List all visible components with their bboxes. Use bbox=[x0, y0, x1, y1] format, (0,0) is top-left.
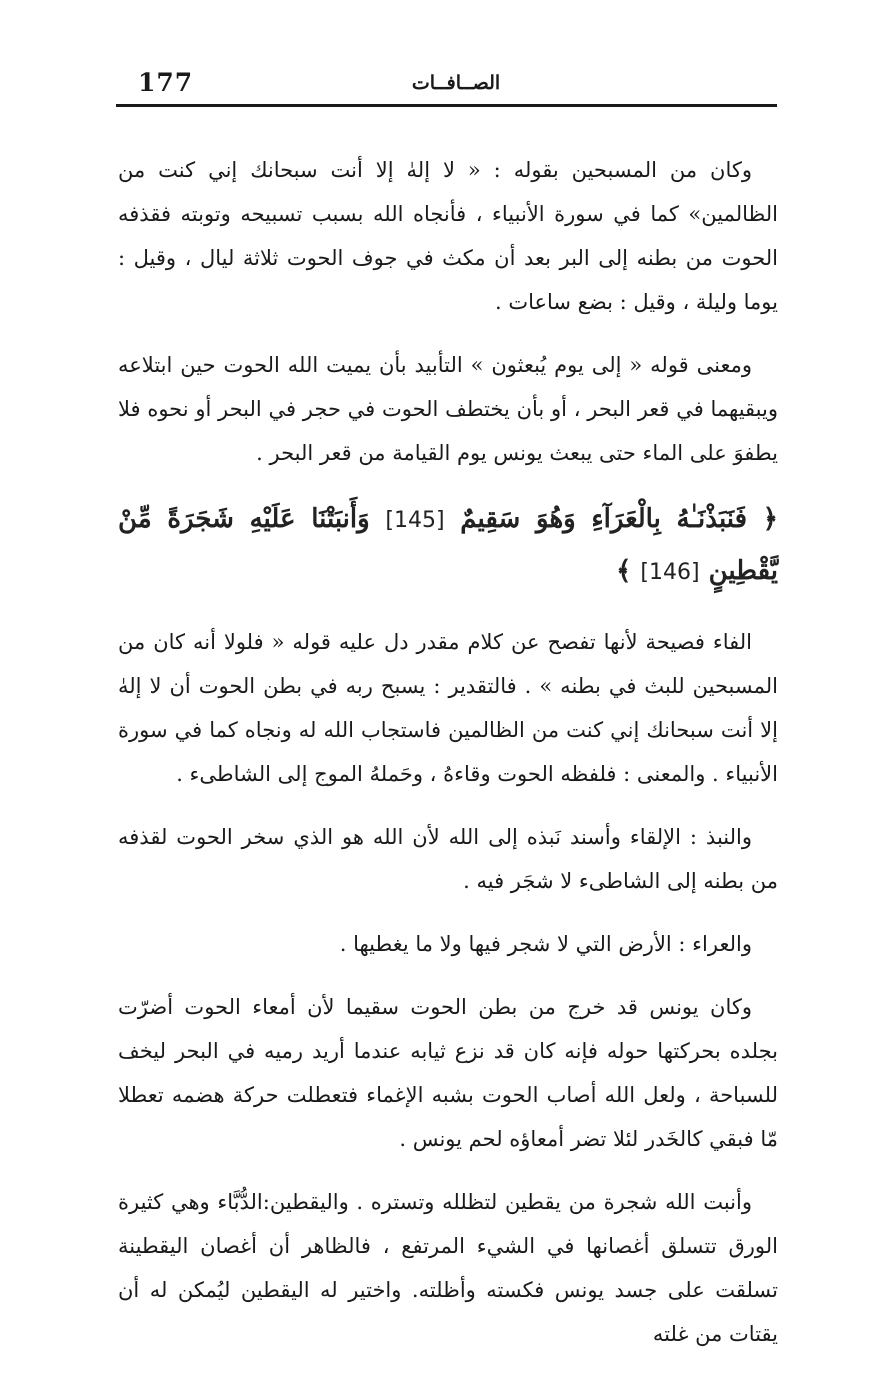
paragraph-4: والنبذ : الإلقاء وأسند نَبذه إلى الله لأن الله هو الذي سخر الحوت لقذفه من بطنه إلى الشاطىء لا شجَر فيه . bbox=[118, 825, 778, 893]
page-number: 177 bbox=[138, 68, 194, 97]
paragraph-7: وأنبت الله شجرة من يقطين لتظلله وتستره . واليقطين:الدُّبَّاء وهي كثيرة الورق تتسلق أغصانها في الشيء المرتفع ، فالظاهر أن أغصان اليقطينة تسلقت على جسد يونس فكسته وأظلته. واختير له اليقطين ليُمكن له أن يقتات من غلته bbox=[118, 1190, 778, 1346]
verse-number-145: [145] bbox=[385, 508, 445, 533]
running-head-title: الصــافــات bbox=[411, 72, 501, 94]
paragraph-2: ومعنى قوله « إلى يوم يُبعثون » التأبيد بأن يميت الله الحوت حين ابتلاعه ويبقيهما في قعر البحر ، أو بأن يختطف الحوت في حجر في البحر أو نحوه فلا يطفوَ على الماء حتى يبعث يونس يوم القيامة من قعر البحر . bbox=[118, 353, 778, 465]
verse-number-146: [146] bbox=[640, 560, 700, 585]
quran-verse bbox=[118, 494, 778, 598]
page-body bbox=[118, 148, 778, 1375]
paragraph-5: والعراء : الأرض التي لا شجر فيها ولا ما يغطيها . bbox=[339, 932, 752, 956]
paragraph-6: وكان يونس قد خرج من بطن الحوت سقيما لأن أمعاء الحوت أضرّت بجلده بحركتها حوله فإنه كان قد نزع ثيابه عندما أريد رميه في البحر ليخف للسباحة ، ولعل الله أصاب الحوت بشبه الإغماء فتعطلت حركة هضمه تعطلا مّا فبقي كالخَدر لئلا تضر أمعاؤه لحم يونس . bbox=[118, 995, 779, 1151]
page-header bbox=[116, 62, 776, 104]
verse-close-bracket: ﴾ bbox=[616, 556, 632, 586]
verse-text-146: وَأَنبَتْنَا عَلَيْهِ شَجَرَةً مِّنْ يَّقْطِينٍ bbox=[118, 504, 778, 586]
paragraph-3: الفاء فصيحة لأنها تفصح عن كلام مقدر دل عليه قوله « فلولا أنه كان من المسبحين للبث في بطنه » . فالتقدير : يسبح ربه في بطن الحوت أن لا إلهٰ إلا أنت سبحانك إني كنت من الظالمين فاستجاب الله له ونجاه كما في سورة الأنبياء . والمعنى : فلفظه الحوت وقاءهُ ، وحَملهُ الموج إلى الشاطىء . bbox=[118, 630, 778, 786]
header-rule bbox=[116, 104, 777, 107]
verse-text-145: فَنَبَذْنَـٰهُ بِالْعَرَآءِ وَهُوَ سَقِيمٌ bbox=[460, 504, 748, 534]
paragraph-1: وكان من المسبحين بقوله : « لا إلهٰ إلا أنت سبحانك إني كنت من الظالمين» كما في سورة الأنبياء ، فأنجاه الله بسبب تسبيحه وتوبته فقذفه الحوت من بطنه إلى البر بعد أن مكث في جوف الحوت ثلاثة ليال ، وقيل : يوما وليلة ، وقيل : بضع ساعات . bbox=[118, 158, 778, 314]
verse-open-bracket: ﴿ bbox=[762, 504, 778, 534]
